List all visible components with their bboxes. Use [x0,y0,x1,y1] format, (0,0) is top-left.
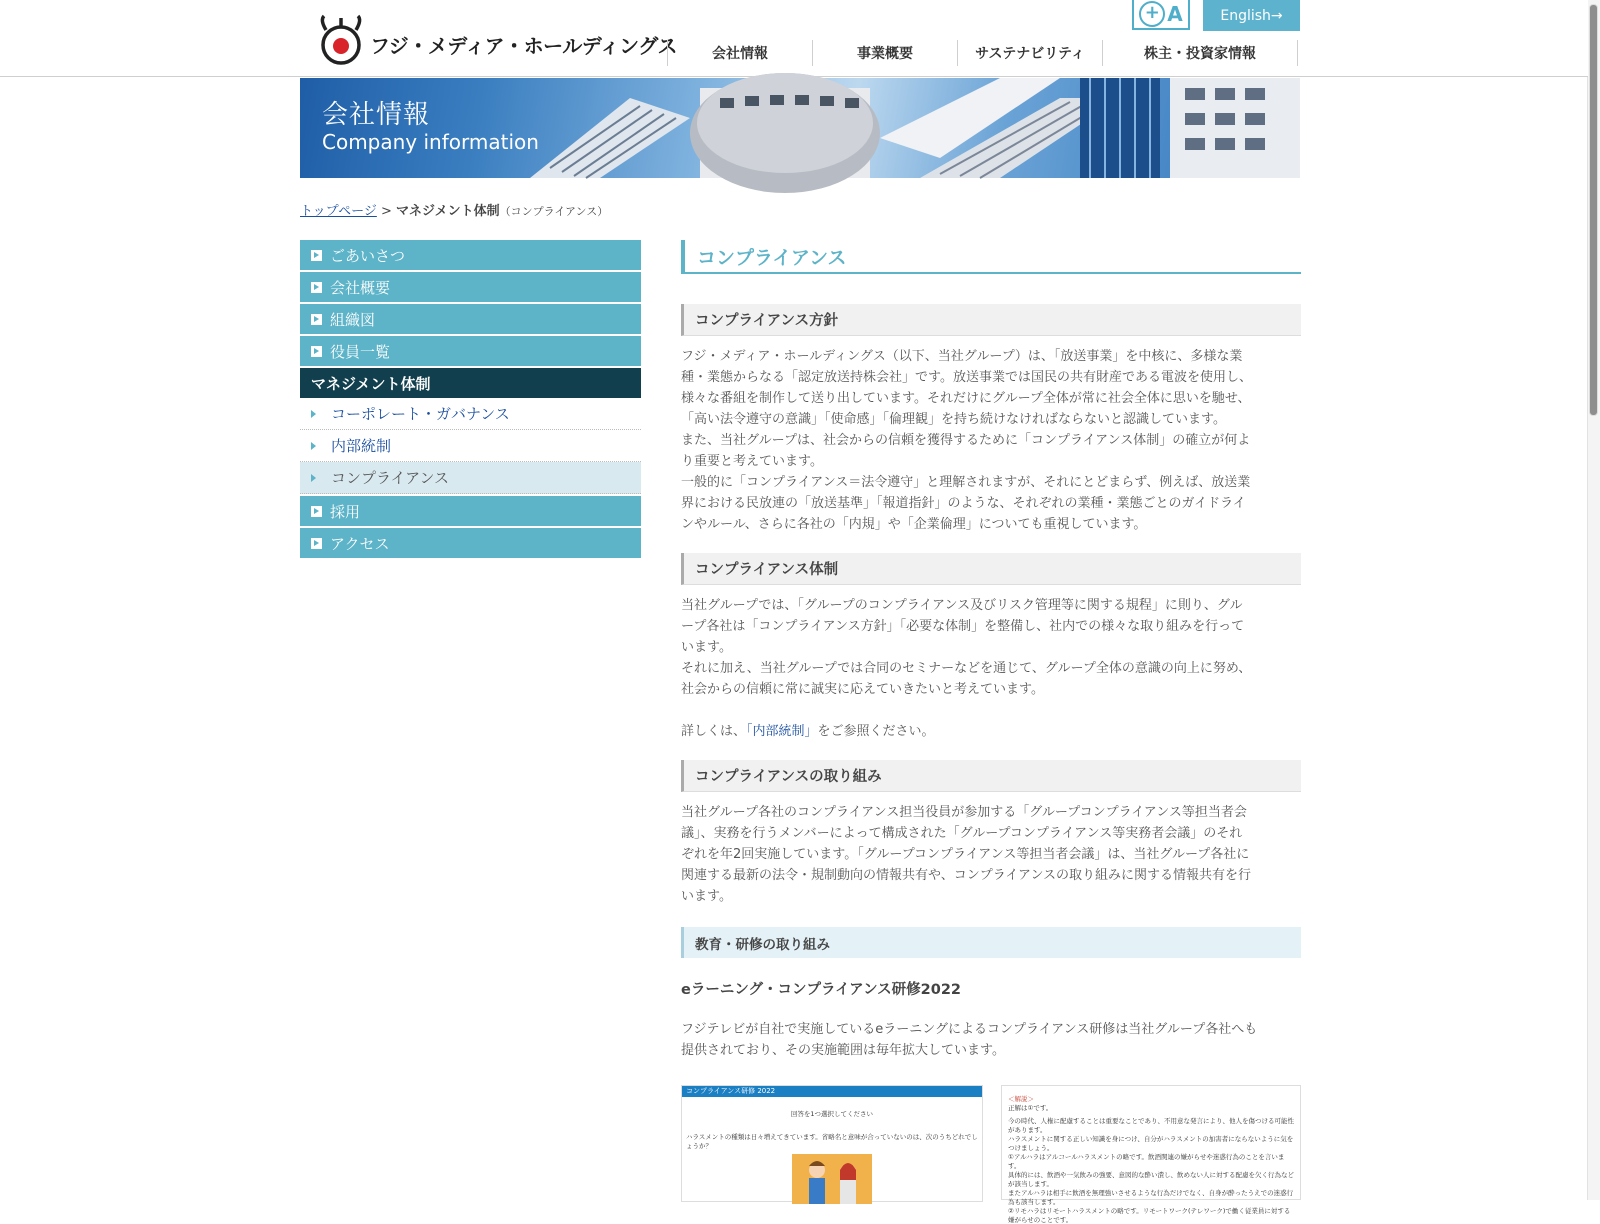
paragraph-line: 社会からの信頼に常に誠実に応えていきたいと考えています。 [681,682,1044,697]
sidenav-sub-governance[interactable] [300,398,641,430]
gnav-business[interactable]: 事業概要 [812,40,957,66]
thumb-question: ハラスメントの種類は日々増えてきています。省略名と意味が合っていないのは、次のうちどれでしょうか？ [686,1133,978,1150]
thumb-answer-line: 正解は①です。 [1008,1104,1053,1112]
thumb-answer-line: ②リモハラはリモートハラスメントの略です。リモートワーク(テレワーク)で働く従業員に対する嫌がらせのことです。 [1008,1207,1291,1224]
logo[interactable] [316,14,677,66]
section-body-efforts [681,802,1301,907]
breadcrumb-home-link[interactable]: トップページ [300,204,377,219]
sidenav-label: 採用 [330,502,361,521]
paragraph-line: ぞれを年2回実施しています。「グループコンプライアンス等担当者会議」は、当社グループ各社に [681,847,1250,862]
banner-subtitle: Company information [322,130,539,154]
section-heading-system: コンプライアンス体制 [681,553,1301,585]
paragraph-line: 議」、実務を行うメンバーによって構成された「グループコンプライアンス等実務者会議」のそれ [681,826,1243,841]
breadcrumb-sub: （コンプライアンス） [499,205,609,218]
reference-line [681,721,1301,742]
play-icon [311,250,322,261]
thumb-answer-line: ①アルハラはアルコールハラスメントの略です。飲酒関連の嫌がらせや迷惑行為のことを言います。 [1008,1153,1285,1170]
gnav-sustainability[interactable]: サステナビリティ [957,40,1102,66]
breadcrumb [300,200,608,219]
gnav-ir[interactable]: 株主・投資家情報 [1102,40,1298,66]
thumb-titlebar: コンプライアンス研修 2022 [682,1086,982,1097]
english-button[interactable]: English→ [1203,0,1300,31]
thumb-answer-line: 具体的には、飲酒や一気飲みの強要、意図的な酔い潰し、飲めない人に対する配慮を欠く行為などが該当します。 [1008,1171,1294,1188]
paragraph-line: います。 [681,889,732,904]
sidenav-company-overview[interactable] [300,272,641,302]
sidenav-sub-compliance[interactable] [300,462,641,494]
training-subheading: eラーニング・コンプライアンス研修2022 [681,982,962,998]
paragraph-line: 一般的に「コンプライアンス＝法令遵守」と理解されますが、それにとどまらず、例えば、放送業 [681,475,1251,490]
side-nav [300,240,641,560]
page-title: コンプライアンス [681,240,1301,274]
paragraph-line: 当社グループでは、「グループのコンプライアンス及びリスク管理等に関する規程」に則り、グル [681,598,1243,613]
triangle-right-icon [311,410,316,418]
site-header [0,0,1588,77]
sidenav-label: アクセス [330,534,390,553]
elearning-question-thumbnail[interactable] [681,1085,983,1202]
section-heading-training: 教育・研修の取り組み [681,927,1301,958]
font-size-button[interactable] [1132,0,1190,30]
training-screenshots [681,1085,1301,1224]
thumb-answer-line: またアルハラは相手に飲酒を無理強いさせるような行為だけでなく、自身が酔ったうえでの迷惑行為も該当します。 [1008,1189,1294,1206]
sidenav-label: ごあいさつ [330,246,406,265]
logo-mark-icon [316,14,366,66]
thumb-instruction: 回答を1つ選択してください [790,1110,874,1118]
reference-post: をご参照ください。 [817,724,935,739]
paragraph-line: ープ各社は「コンプライアンス方針」「必要な体制」を整備し、社内での様々な取り組みを行って [681,619,1245,634]
paragraph-line: 種・業態からなる「認定放送持株会社」です。放送事業では国民の共有財産である電波を使用し、 [681,370,1252,385]
play-icon [311,314,322,325]
play-icon [311,282,322,293]
play-icon [311,506,322,517]
building-image [300,78,1300,178]
paragraph-line: 様々な番組を制作して送り出しています。それだけにグループ全体が常に社会全体に思いを馳せ、 [681,391,1251,406]
section-heading-efforts: コンプライアンスの取り組み [681,760,1301,792]
paragraph-line: ンやルール、さらに各社の「内規」や「企業倫理」についても重視しています。 [681,517,1147,532]
section-heading-policy: コンプライアンス方針 [681,304,1301,336]
paragraph-line: それに加え、当社グループでは合同のセミナーなどを通じて、グループ全体の意識の向上に努め、 [681,661,1252,676]
sidenav-recruit[interactable] [300,496,641,526]
paragraph-line: また、当社グループは、社会からの信頼を獲得するために「コンプライアンス体制」の確立が何よ [681,433,1251,448]
section-body-system [681,595,1301,742]
sidenav-officers[interactable] [300,336,641,366]
triangle-right-icon [311,442,316,450]
sidenav-sub-internal-control[interactable] [300,430,641,462]
paragraph-line: 界における民放連の「放送基準」「報道指針」のような、それぞれの業種・業態ごとのガイドライ [681,496,1246,511]
main-content [681,240,1301,1061]
sidenav-sub-label: 内部統制 [331,437,392,455]
sidenav-organization[interactable] [300,304,641,334]
elearning-answer-thumbnail[interactable] [1001,1085,1301,1224]
scrollbar-thumb[interactable] [1589,4,1598,416]
paragraph-line: り重要と考えています。 [681,454,823,469]
sidenav-label: 会社概要 [330,278,391,297]
illustration-people-icon [792,1154,872,1204]
sidenav-access[interactable] [300,528,641,558]
scrollbar[interactable] [1587,0,1600,1200]
paragraph-line: います。 [681,640,732,655]
paragraph-line: 関連する最新の法令・規制動向の情報共有や、コンプライアンスの取り組みに関する情報共有を行 [681,868,1252,883]
reference-pre: 詳しくは、 [681,724,747,739]
paragraph-line: 当社グループ各社のコンプライアンス担当役員が参加する「グループコンプライアンス等担当者会 [681,805,1247,820]
thumb-answer-label: ＜解説＞ [1008,1095,1034,1103]
sidenav-label: 組織図 [330,310,376,329]
sidenav-sub-label: コンプライアンス [331,469,450,487]
triangle-right-icon [311,474,316,482]
paragraph-line: 「高い法令遵守の意識」「使命感」「倫理観」を持ち続けなければならないと認識しています。 [681,412,1226,427]
font-size-label: A [1167,2,1183,26]
thumb-answer-line: 今の時代、人権に配慮することは重要なことであり、不用意な発言により、他人を傷つける可能性があります。 [1008,1117,1294,1134]
sidenav-greeting[interactable] [300,240,641,270]
internal-control-link[interactable]: 「内部統制」 [746,724,818,739]
section-body-policy [681,346,1301,535]
paragraph-line: 提供されており、その実施範囲は毎年拡大しています。 [681,1043,1005,1058]
play-icon [311,538,322,549]
breadcrumb-current: マネジメント体制 [396,204,500,219]
section-body-training [681,1019,1301,1061]
page-banner [300,78,1300,178]
sidenav-label: 役員一覧 [330,342,391,361]
play-icon [311,346,322,357]
banner-title: 会社情報 [322,100,431,130]
sidenav-management[interactable]: マネジメント体制 [300,368,641,398]
paragraph-line: フジ・メディア・ホールディングス（以下、当社グループ）は、「放送事業」を中核に、多様な業 [681,349,1243,364]
breadcrumb-separator: > [380,204,392,219]
zoom-plus-icon: + [1139,1,1165,27]
gnav-company[interactable]: 会社情報 [667,40,812,66]
sidenav-sub-label: コーポレート・ガバナンス [331,405,510,423]
paragraph-line: フジテレビが自社で実施しているeラーニングによるコンプライアンス研修は当社グループ各社へも [681,1022,1258,1037]
logo-text: フジ・メディア・ホールディングス [370,33,677,58]
thumb-answer-line: ハラスメントに関する正しい知識を身につけ、自分がハラスメントの加害者にならないように気をつけましょう。 [1008,1135,1294,1152]
global-nav [667,40,1298,66]
